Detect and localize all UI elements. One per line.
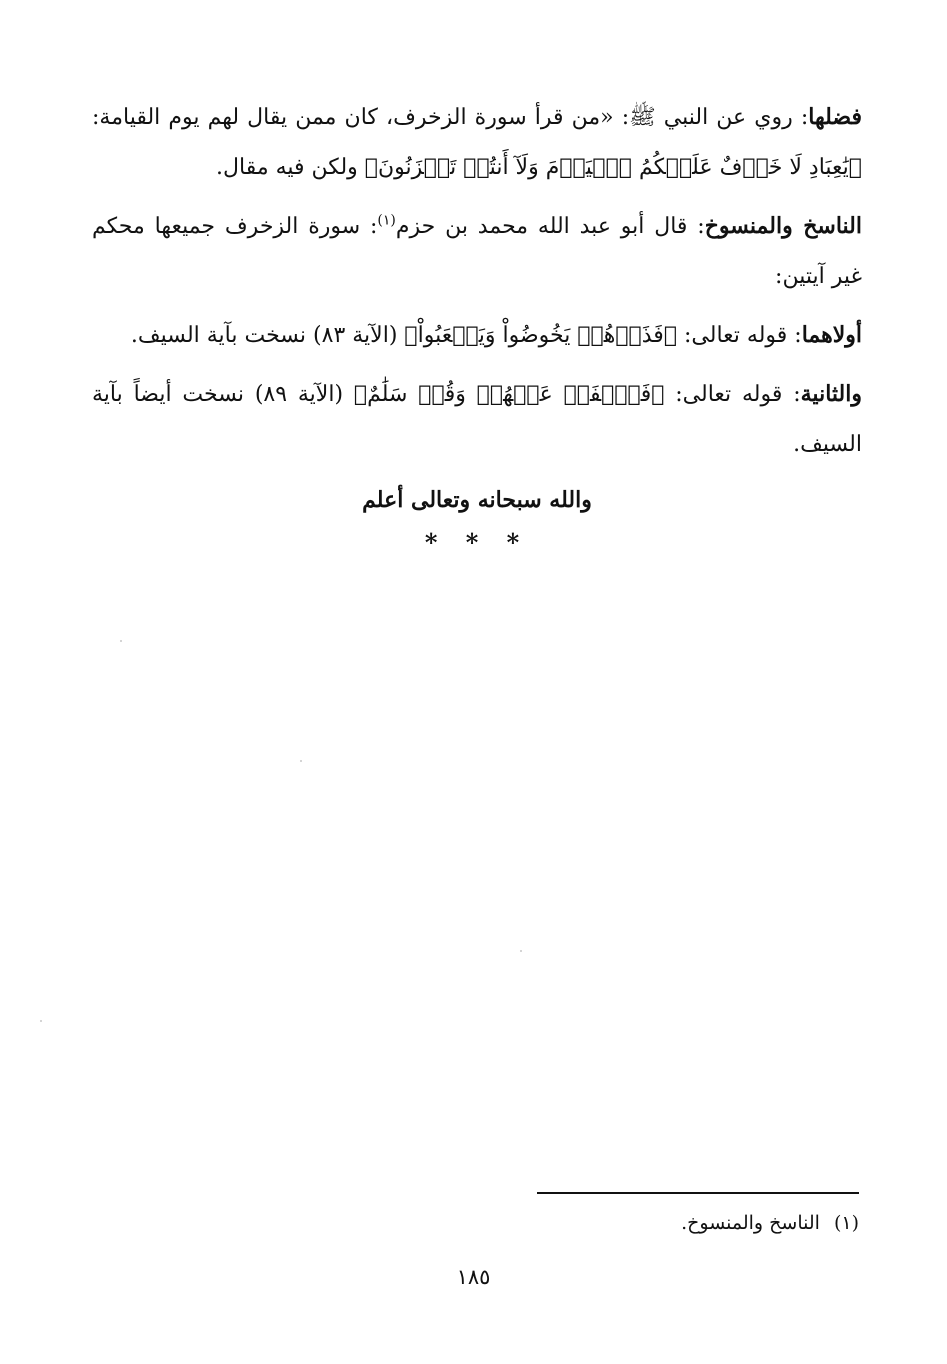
virtues-heading: فضلها	[808, 104, 862, 130]
section-separator: * * *	[424, 528, 530, 557]
paper-speck	[520, 950, 522, 952]
virtues-quran-verse: ﴿يَٰعِبَادِ لَا خَوۡفٌ عَلَيۡكُمُ ٱلۡيَوۡمَ وَلَآ أَنتُمۡ تَحۡزَنُونَ﴾	[364, 155, 862, 180]
paper-speck	[120, 640, 122, 642]
footnote-number: (١)	[833, 1212, 859, 1234]
footnote-reference: (١)	[377, 212, 396, 229]
first-quran-verse: ﴿فَذَرۡهُمۡ يَخُوضُواْ وَيَلۡعَبُواْ﴾	[404, 323, 678, 348]
abrogation-text-after: : سورة الزخرف جميعها محكم غير آيتين:	[92, 214, 862, 289]
first-text-before: : قوله تعالى:	[677, 323, 802, 348]
second-heading: والثانية	[800, 381, 862, 407]
page-body	[92, 92, 862, 558]
paper-speck	[40, 1020, 42, 1022]
abrogation-paragraph	[92, 201, 862, 302]
first-heading: أولاهما	[801, 322, 862, 348]
footnote-text: الناسخ والمنسوخ.	[681, 1212, 820, 1234]
second-quran-verse: ﴿فَٱصۡفَحۡ عَنۡهُمۡ وَقُلۡ سَلَٰمٌ﴾	[353, 382, 665, 407]
paper-speck	[300, 760, 302, 762]
first-text-after: (الآية ٨٣) نسخت بآية السيف.	[130, 323, 405, 348]
virtues-text-before: : روي عن النبي ﷺ: «من قرأ سورة الزخرف، كان ممن يقال لهم يوم القيامة:	[92, 105, 809, 130]
footnote	[681, 1208, 859, 1238]
abrogation-heading: الناسخ والمنسوخ	[704, 213, 862, 239]
virtues-paragraph	[92, 92, 862, 193]
footnote-divider	[537, 1192, 859, 1194]
second-text-before: : قوله تعالى:	[664, 382, 801, 407]
second-verse-paragraph	[92, 369, 862, 470]
first-verse-paragraph	[92, 310, 862, 361]
page-number: ١٨٥	[456, 1265, 491, 1289]
virtues-text-after: ولكن فيه مقال.	[216, 155, 365, 180]
closing-line: والله سبحانه وتعالى أعلم	[362, 487, 592, 513]
second-text-after: (الآية ٨٩) نسخت أيضاً بآية السيف.	[92, 382, 862, 457]
abrogation-text-before: : قال أبو عبد الله محمد بن حزم	[395, 214, 705, 239]
